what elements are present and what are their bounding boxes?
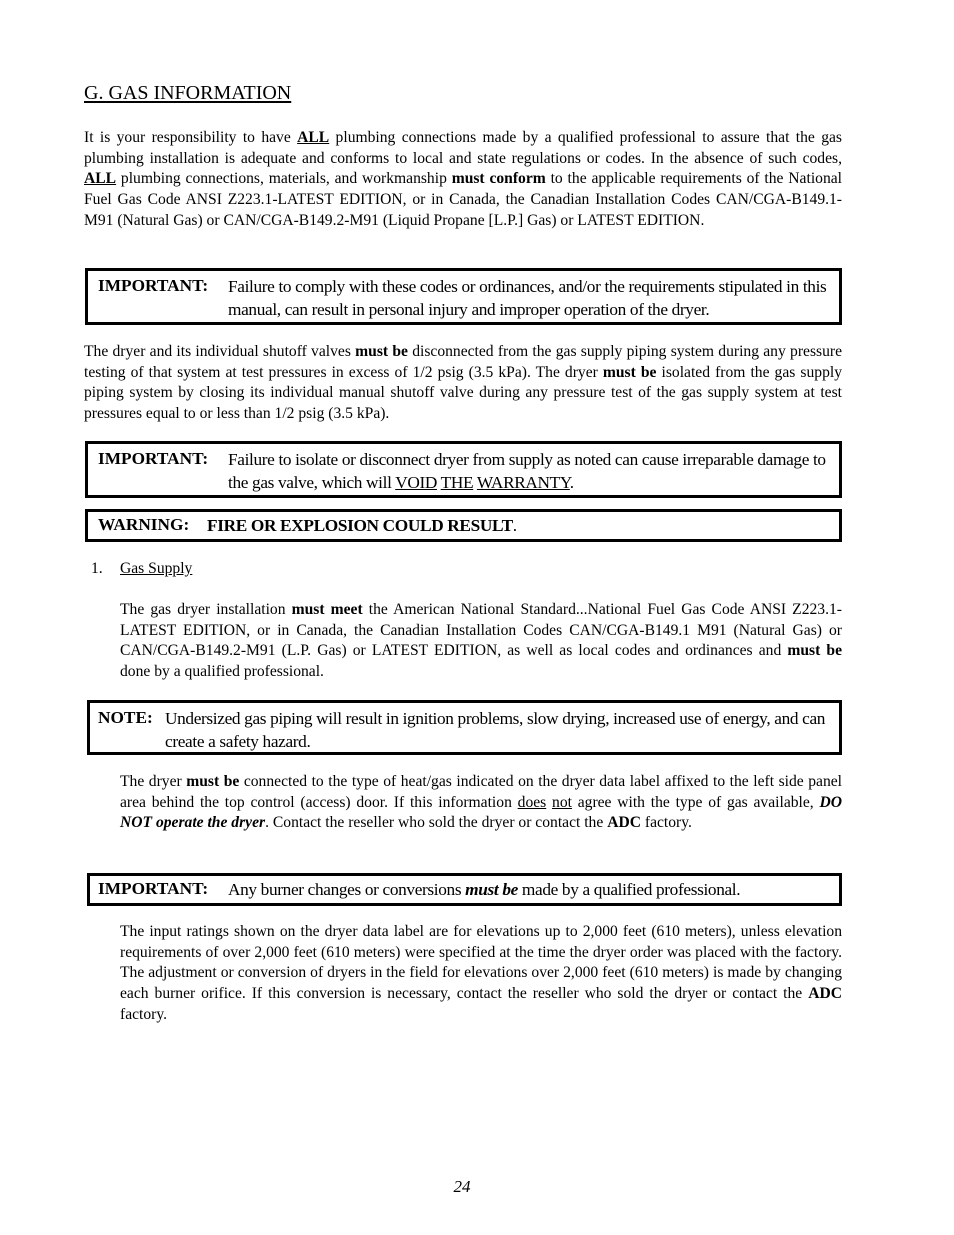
warning-box bbox=[85, 509, 842, 542]
section-heading: G. GAS INFORMATION bbox=[84, 82, 292, 104]
emphasis-must-be: must be bbox=[186, 773, 240, 790]
emphasis-must-be: must be bbox=[355, 343, 408, 360]
box-label: NOTE: bbox=[98, 708, 153, 727]
paragraph-gas-supply: The gas dryer installation must meet the American National Standard...National Fuel Gas Code ANSI Z223.1-LATEST EDITION, or in Canada, the Canadian Installation Codes CAN/CGA-B149.1 M91 (Natural Gas) or CAN/CGA-B149.2-M91 (L.P. Gas) or LATEST EDITION, as well as local codes and ordinances and must be done by a qualified professional. bbox=[120, 601, 842, 681]
brand-adc: ADC bbox=[607, 814, 641, 832]
emphasis-must-be: must be bbox=[602, 363, 657, 381]
box-text: Undersized gas piping will result in ignition problems, slow drying, increased use of energy, and can create a safety hazard. bbox=[165, 709, 826, 751]
box-label: IMPORTANT: bbox=[98, 276, 209, 295]
important-box-codes bbox=[85, 268, 842, 325]
box-text: Failure to isolate or disconnect dryer from supply as noted can cause irreparable damage to the gas valve, which will VOID THE WARRANTY. bbox=[228, 450, 826, 492]
box-text: FIRE OR EXPLOSION COULD RESULT. bbox=[207, 516, 517, 535]
box-label: WARNING: bbox=[98, 515, 190, 534]
emphasis-must-conform: must conform bbox=[451, 170, 546, 188]
brand-adc: ADC bbox=[808, 985, 842, 1003]
emphasis-do-not-operate: DO NOT operate the dryer bbox=[120, 793, 842, 832]
emphasis-all: ALL bbox=[84, 170, 117, 188]
box-text: Any burner changes or conversions must be made by a qualified professional. bbox=[228, 880, 741, 899]
list-item-number: 1. bbox=[91, 560, 103, 577]
important-box-warranty bbox=[85, 441, 842, 498]
emphasis-must-meet: must meet bbox=[291, 601, 363, 618]
list-item-title: Gas Supply bbox=[120, 560, 193, 577]
emphasis-must-be: must be bbox=[787, 642, 842, 660]
page-number: 24 bbox=[453, 1177, 471, 1196]
paragraph-pressure-testing: The dryer and its individual shutoff valves must be disconnected from the gas supply piping system during any pressure testing of that system at test pressures in excess of 1/2 psig (3.5 kPa). The dryer must be isolated from the gas supply piping system by closing its individual manual shutoff valve during any pressure test of the gas supply system at test pressures equal to or less than 1/2 psig (3.5 kPa). bbox=[84, 343, 842, 423]
important-box-burner bbox=[87, 873, 842, 906]
box-label: IMPORTANT: bbox=[98, 449, 209, 468]
emphasis-must-be: must be bbox=[465, 880, 518, 899]
box-label: IMPORTANT: bbox=[98, 879, 209, 898]
note-box bbox=[87, 700, 842, 755]
paragraph-heat-type: The dryer must be connected to the type of heat/gas indicated on the dryer data label affixed to the left side panel area behind the top control (access) door. If this information does not agree with the type of gas available, DO NOT operate the dryer. Contact the reseller who sold the dryer or contact the ADC factory. bbox=[120, 773, 842, 832]
paragraph-elevation: The input ratings shown on the dryer data label are for elevations up to 2,000 feet (610 meters), unless elevation requirements of over 2,000 feet (610 meters) were specified at the time the dryer order was placed with the factory. The adjustment or conversion of dryers in the field for elevations over 2,000 feet (610 meters) is made by changing each burner orifice. If this conversion is necessary, contact the reseller who sold the dryer or contact the ADC factory. bbox=[120, 923, 842, 1023]
emphasis-all: ALL bbox=[297, 129, 330, 146]
box-text: Failure to comply with these codes or ordinances, and/or the requirements stipulated in this manual, can result in personal injury and improper operation of the dryer. bbox=[228, 277, 827, 319]
paragraph-responsibility: It is your responsibility to have ALL plumbing connections made by a qualified professional to assure that the gas plumbing installation is adequate and conforms to local and state regulations or codes. In the absence of such codes, ALL plumbing connections, materials, and workmanship must conform to the applicable requirements of the National Fuel Gas Code ANSI Z223.1-LATEST EDITION, or in Canada, the Canadian Installation Codes CAN/CGA-B149.1-M91 (Natural Gas) or CAN/CGA-B149.2-M91 (Liquid Propane [L.P.] Gas) or LATEST EDITION. bbox=[84, 129, 842, 229]
